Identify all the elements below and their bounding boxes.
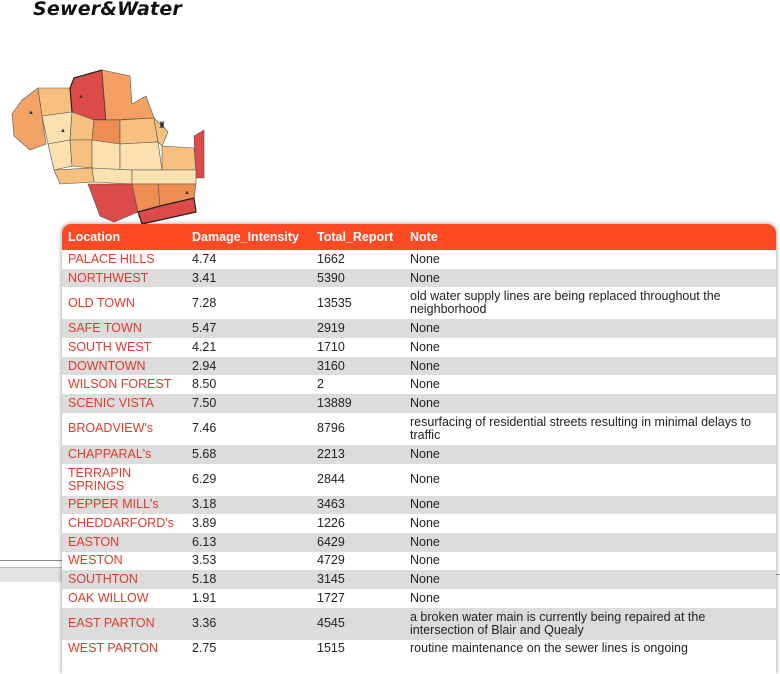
cell-location: WESTON bbox=[68, 553, 123, 568]
map-marker-icon: ▲ bbox=[28, 110, 34, 116]
cell-note: a broken water main is currently being repaired at the intersection of Blair and Quealy bbox=[410, 609, 706, 637]
region-south-a bbox=[54, 168, 94, 184]
cell-damage: 5.47 bbox=[192, 321, 217, 336]
cell-total: 2213 bbox=[317, 446, 345, 461]
cell-location: EASTON bbox=[68, 534, 120, 549]
table-row[interactable] bbox=[62, 269, 776, 288]
cell-note: None bbox=[410, 321, 440, 336]
report-table-panel bbox=[62, 224, 776, 674]
cell-damage: 5.68 bbox=[192, 446, 217, 461]
cell-damage: 3.89 bbox=[192, 516, 217, 531]
cell-note: routine maintenance on the sewer lines is ongoing bbox=[410, 641, 688, 656]
region-mid-e bbox=[162, 146, 196, 170]
cell-location: TERRAPIN SPRINGS bbox=[68, 465, 132, 493]
cell-damage: 2.75 bbox=[192, 641, 217, 656]
cell-damage: 4.21 bbox=[192, 339, 217, 354]
cell-location: OAK WILLOW bbox=[68, 590, 149, 605]
background-strip bbox=[0, 567, 62, 582]
divider-line bbox=[0, 560, 62, 561]
map-marker-icon: ▲ bbox=[78, 94, 84, 100]
cell-total: 3463 bbox=[317, 497, 345, 512]
cell-location: EAST PARTON bbox=[68, 616, 155, 631]
cell-location: DOWNTOWN bbox=[68, 358, 146, 373]
header-total-report[interactable]: Total_Report bbox=[317, 230, 394, 244]
cell-total: 1710 bbox=[317, 339, 345, 354]
cell-total: 2919 bbox=[317, 321, 345, 336]
region-mid-b bbox=[70, 140, 92, 168]
table-row[interactable] bbox=[62, 570, 776, 589]
cell-total: 4545 bbox=[317, 616, 345, 631]
table-row[interactable] bbox=[62, 464, 776, 496]
cell-note: None bbox=[410, 377, 440, 392]
cell-total: 1662 bbox=[317, 251, 345, 266]
cell-damage: 7.28 bbox=[192, 295, 217, 310]
region-center-d bbox=[120, 118, 158, 144]
cell-damage: 1.91 bbox=[192, 590, 217, 605]
cell-note: None bbox=[410, 553, 440, 568]
cell-location: SAFE TOWN bbox=[68, 321, 142, 336]
cell-location: SOUTHTON bbox=[68, 572, 138, 587]
header-damage-intensity[interactable]: Damage_Intensity bbox=[192, 230, 299, 244]
region-mid-a bbox=[48, 140, 72, 170]
cell-note: None bbox=[410, 497, 440, 512]
cell-note: resurfacing of residential streets resulting in minimal delays to traffic bbox=[410, 414, 752, 442]
cell-location: OLD TOWN bbox=[68, 295, 135, 310]
region-mid-d bbox=[120, 142, 162, 170]
cell-note: None bbox=[410, 590, 440, 605]
cell-note: None bbox=[410, 572, 440, 587]
region-north-east bbox=[102, 70, 154, 120]
cell-location: WILSON FOREST bbox=[68, 377, 172, 392]
region-south-b bbox=[92, 168, 132, 184]
cell-total: 2844 bbox=[317, 472, 345, 486]
cell-note: None bbox=[410, 251, 440, 266]
table-header-row bbox=[62, 224, 776, 250]
region-mid-c bbox=[92, 140, 120, 170]
table-row[interactable] bbox=[62, 608, 776, 640]
table-row[interactable] bbox=[62, 375, 776, 394]
cell-location: CHEDDARFORD's bbox=[68, 516, 174, 531]
cell-damage: 3.41 bbox=[192, 270, 217, 285]
table-row[interactable] bbox=[62, 413, 776, 445]
cell-location: PEPPER MILL's bbox=[68, 497, 159, 512]
region-northwest bbox=[38, 88, 72, 116]
region-north-dark bbox=[70, 70, 106, 120]
table-row[interactable] bbox=[62, 533, 776, 552]
header-note[interactable]: Note bbox=[410, 230, 438, 244]
cell-total: 3145 bbox=[317, 572, 345, 587]
cell-total: 13535 bbox=[317, 295, 352, 310]
table-row[interactable] bbox=[62, 394, 776, 413]
table-row[interactable] bbox=[62, 552, 776, 571]
table-row[interactable] bbox=[62, 250, 776, 269]
table-row[interactable] bbox=[62, 514, 776, 533]
cell-note: None bbox=[410, 270, 440, 285]
cell-total: 3160 bbox=[317, 358, 345, 373]
table-row[interactable] bbox=[62, 445, 776, 464]
cell-note: None bbox=[410, 516, 440, 531]
cell-damage: 6.13 bbox=[192, 534, 217, 549]
cell-location: NORTHWEST bbox=[68, 270, 149, 285]
cell-location: PALACE HILLS bbox=[68, 251, 155, 266]
cell-note: old water supply lines are being replaced throughout the neighborhood bbox=[410, 289, 721, 317]
cell-note: None bbox=[410, 534, 440, 549]
header-location[interactable]: Location bbox=[68, 230, 121, 244]
cell-total: 4729 bbox=[317, 553, 345, 568]
region-bottom-a bbox=[88, 184, 138, 222]
cell-location: SOUTH WEST bbox=[68, 339, 152, 354]
cell-damage: 7.50 bbox=[192, 395, 217, 410]
cell-note: None bbox=[410, 395, 440, 410]
map-marker-icon: ▲ bbox=[60, 128, 66, 134]
report-table bbox=[62, 224, 776, 658]
region-center-a bbox=[42, 112, 72, 144]
table-row[interactable] bbox=[62, 496, 776, 515]
cell-note: None bbox=[410, 339, 440, 354]
cell-damage: 8.50 bbox=[192, 377, 217, 392]
table-row[interactable] bbox=[62, 640, 776, 659]
cell-total: 13889 bbox=[317, 395, 352, 410]
cell-total: 5390 bbox=[317, 270, 345, 285]
cell-location: WEST PARTON bbox=[68, 641, 159, 656]
table-row[interactable] bbox=[62, 338, 776, 357]
table-row[interactable] bbox=[62, 589, 776, 608]
cell-total: 1226 bbox=[317, 516, 345, 531]
cell-damage: 2.94 bbox=[192, 358, 217, 373]
cell-total: 2 bbox=[317, 377, 324, 392]
cell-location: SCENIC VISTA bbox=[68, 395, 154, 410]
cell-location: BROADVIEW's bbox=[68, 421, 154, 436]
table-row[interactable] bbox=[62, 357, 776, 376]
table-row[interactable] bbox=[62, 287, 776, 319]
cell-total: 6429 bbox=[317, 534, 345, 549]
table-row[interactable] bbox=[62, 319, 776, 338]
cell-damage: 4.74 bbox=[192, 251, 217, 266]
cell-total: 1515 bbox=[317, 641, 345, 656]
page-title: Sewer&Water bbox=[33, 0, 182, 20]
cell-damage: 7.46 bbox=[192, 421, 217, 436]
cell-damage: 3.53 bbox=[192, 553, 217, 568]
cell-total: 1727 bbox=[317, 590, 345, 605]
map-tower-icon: ♜ bbox=[158, 120, 167, 130]
cell-damage: 3.18 bbox=[192, 497, 217, 512]
map-marker-icon: ▲ bbox=[184, 190, 190, 196]
cell-note: None bbox=[410, 472, 440, 486]
cell-damage: 6.29 bbox=[192, 472, 217, 486]
region-south-c bbox=[132, 170, 196, 184]
map-svg bbox=[8, 66, 228, 236]
cell-damage: 5.18 bbox=[192, 572, 217, 587]
choropleth-map bbox=[8, 66, 228, 236]
cell-location: CHAPPARAL's bbox=[68, 446, 152, 461]
cell-total: 8796 bbox=[317, 421, 345, 436]
cell-note: None bbox=[410, 358, 440, 373]
cell-note: None bbox=[410, 446, 440, 461]
cell-damage: 3.36 bbox=[192, 616, 217, 631]
